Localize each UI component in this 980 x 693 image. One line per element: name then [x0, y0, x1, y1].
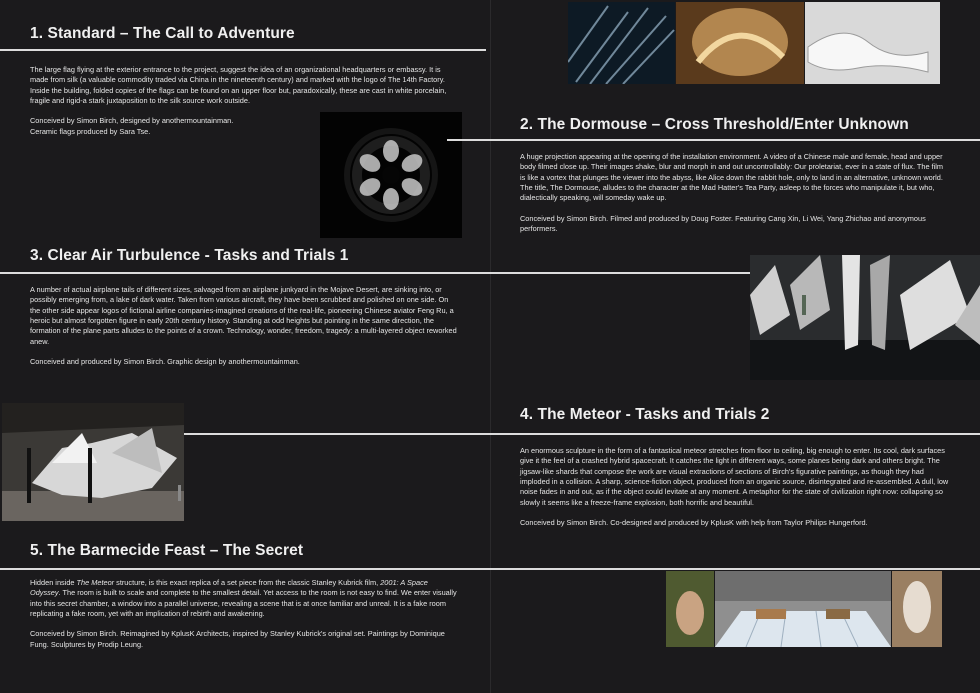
section-2-text: [520, 152, 950, 244]
section-5-text: [30, 578, 460, 660]
section-4-body: An enormous sculpture in the form of a fantastical meteor stretches from floor to ceiling, big enough to enter. Its cool, dark surfaces give it the feel of a crashed hybrid spacecraft. It catches the light in different ways, some planes being dark and others bright. The jigsaw-like shards that compose the work are visual extractions of sections of Birch's figurative paintings, as though they had imploded in a collision. A sharp, science-fiction object, produced from an organic source, disintegrated and re-assembled. A dull, low noise fades in and out, as if the object could levitate at any moment. A metaphor for the state of civilization right now: collapsing so slowly it seems like a freeze-frame explosion, both horrific and beautiful.: [520, 446, 949, 507]
meteor-sculpture-image: [2, 403, 184, 521]
section-4-rule: [184, 433, 980, 435]
section-3-credits: Conceived and produced by Simon Birch. Graphic design by anothermountainman.: [30, 357, 300, 367]
section-2-heading: 2. The Dormouse – Cross Threshold/Enter Unknown: [520, 116, 909, 133]
section-5-body: Hidden inside The Meteor structure, is this exact replica of a set piece from the classic Stanley Kubrick film, 2001: A Space Odyssey. The room is built to scale and complete to the smallest detail. Yet access to the room is not easy to find. We enter visually into this secret chamber, a window into a parallel universe, revealing a scene that is at once familiar and unreal. It is a fake room replicating a fake room, yet with an implication of rebirth and awakening.: [30, 578, 457, 619]
section-5-heading: 5. The Barmecide Feast – The Secret: [30, 542, 304, 559]
section-1-body: The large flag flying at the exterior entrance to the project, suggest the idea of an organizational headquarters or embassy. It is made from silk (a valuable commodity traded via China in the nineteenth century) and marked with the logo of The 14th Factory. Inside the building, folded copies of the flags can be found on an upper floor but, paradoxically, these are cast in white porcelain, fragile and rigid-a stark juxtaposition to the silk source work outside.: [30, 65, 447, 106]
dormouse-images-strip: [568, 2, 940, 84]
section-1-heading: 1. Standard – The Call to Adventure: [30, 25, 295, 42]
section-3-text: [30, 285, 458, 377]
section-4-heading: 4. The Meteor - Tasks and Trials 2: [520, 406, 770, 423]
section-5-credits: Conceived by Simon Birch. Reimagined by KplusK Architects, inspired by Stanley Kubrick's original set. Paintings by Dominique Fung. Sculptures by Prodip Leung.: [30, 629, 445, 649]
ceramic-flags-image: [320, 112, 462, 238]
airplane-tails-image: [750, 255, 980, 380]
section-3-heading: 3. Clear Air Turbulence - Tasks and Trials 1: [30, 247, 349, 264]
section-3-body: A number of actual airplane tails of different sizes, salvaged from an airplane junkyard in the Mojave Desert, are sinking into, or possibly emerging from, a lake of dark water. Taken from various aircraft, they have been scrubbed and polished on one side. On the other side appear logos of fictional airline companies-imagined creations of the real-life, pioneering Chinese aviator Feng Ru, a heroic but almost forgotten figure in early 20th century history. Standing at odd heights but pointing in the same direction, the formation of the plane parts alludes to the points of a crown. Technology, wonder, freedom, tragedy: a multi-layered object reworked anew.: [30, 285, 457, 346]
section-4-text: [520, 446, 950, 538]
section-2-rule: [447, 139, 980, 141]
section-4-credits: Conceived by Simon Birch. Co-designed and produced by KplusK with help from Taylor Philips Hungerford.: [520, 518, 868, 528]
section-1-rule: [0, 49, 486, 51]
section-2-body: A huge projection appearing at the opening of the installation environment. A video of a Chinese male and female, head and upper body filmed close up. Their images shake, blur and morph in and out uncontrollably: Our proletariat, ever in a state of flux. The film is like a vortex that plunges the viewer into the abyss, like Alice down the rabbit hole, only to land in an alternative, unknown world. The title, The Dormouse, alludes to the character at the Mad Hatter's Tea Party, asleep to the forces who manipulate it, but who, dialectically speaking, will someday wake up.: [520, 152, 944, 203]
section-2-credits: Conceived by Simon Birch. Filmed and produced by Doug Foster. Featuring Cang Xin, Li Wei, Yang Zhichao and anonymous performers.: [520, 213, 926, 234]
barmecide-feast-images: [666, 571, 942, 647]
section-1-credits: Conceived by Simon Birch, designed by anothermountainman. Ceramic flags produced by Sara Tse.: [30, 116, 234, 136]
section-5-rule: [0, 568, 980, 570]
